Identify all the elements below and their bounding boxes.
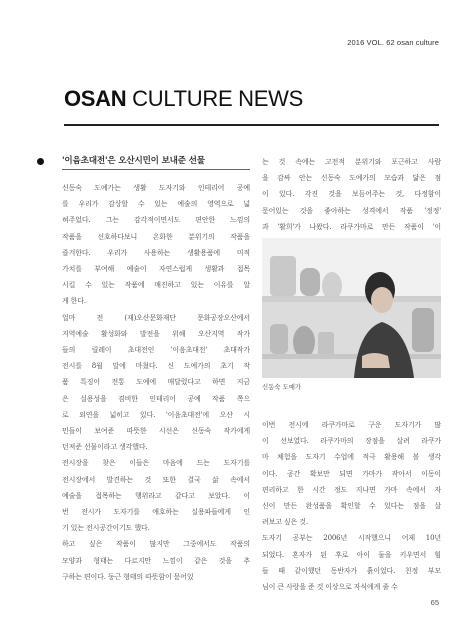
body-line: 작품을 선호하다보니 온화한 분위기의 작품을 [62,232,250,241]
body-line: 도자기 공부는 2006년 시작했으니 어제 10년 [262,534,441,543]
body-line: 번 전시가 도자기를 애호하는 실용파들에게 인 [62,508,250,517]
body-line: 기 있는 전시공간이기도 했다. [62,524,150,533]
body-line: 즐겨한다. 우리가 사용하는 생활용품에 미적 [62,248,250,257]
body-line: 묻어있는 것을 좋아하는 성격에서 작품 '정정' [262,206,441,215]
body-line: 민들이 보여준 따뜻한 시선은 신동숙 작가에게 [62,427,250,436]
body-line: 지역예술 활성화와 발전을 위해 오산지역 작가 [62,329,250,338]
body-line: 가치를 부여해 예술이 자연스럽게 생활과 접목 [62,265,250,274]
article-right-column-bottom [262,417,441,595]
body-line: 이다. 공간 확보만 되면 가마가 작아서 이동이 [262,469,441,478]
body-line: 과 '활희'가 나왔다. 라쿠가마로 만든 작품이 '이 [262,222,441,231]
body-line: 전시를 8월 말에 마쳤다. 신 도예가의 초기 작 [62,362,250,371]
body-line: 전시장에서 발견하는 것 또한 결국 삶 속에서 [62,475,250,484]
body-line: 들 때 같이했던 동반자가 흙이었다. 친정 부모 [262,566,441,575]
body-line: 편리하고 한 시간 정도 지나면 가마 속에서 자 [262,485,441,494]
artist-photo [262,238,441,378]
body-line: 님이 큰 사랑을 준 것 이상으로 자식에게 줄 수 [262,583,398,592]
body-line: 신동숙 도예가는 생활 도자기와 인테리어 공예 [62,184,250,192]
body-line: 로 외연을 넓히고 있다. '이음초대전'에 오산 시 [62,410,250,419]
body-line: 시킬 수 있는 작품에 매진하고 있는 이유를 알 [62,281,250,290]
body-line: 려보고 싶은 것. [262,518,308,527]
headline-underline [62,169,250,170]
section-title [64,88,303,110]
body-line: 은 실용성을 겸비한 인테리어 공예 작품 쪽으 [62,394,250,403]
section-title-light: CULTURE NEWS [126,86,303,111]
title-rule [64,124,439,126]
body-line: 되었다. 혼자가 된 후로 아이 둘을 키우면서 힘 [262,550,441,559]
body-line: 혀주었다. 그는 감각적이면서도 편안한 느낌의 [62,216,250,225]
body-line: 들의 릴레이 초대전인 '이음초대전' 초대작가 [62,346,250,355]
body-line: 이번 전시에 라쿠가마로 구운 도자기가 많 [262,421,441,429]
body-line: 품 특징이 전통 도예에 매달렸다고 하면 지금 [62,378,250,387]
body-line: 신이 만든 완성품을 확인할 수 있다는 점을 살 [262,502,441,511]
page-number: 65 [430,598,439,607]
body-line: 구하는 편이다. 둥근 형태의 따뜻함이 묻어있 [62,572,194,581]
article-left-column [62,180,250,585]
bullet-icon [37,158,44,165]
body-line: 얼마 전 (재)오산문화재단 문화공장오산에서 [62,313,250,322]
photo-caption: 신동숙 도예가 [262,383,302,391]
article-headline: '이음초대전'은 오산시민이 보내준 선물 [62,156,205,166]
body-line: 던져준 선물이라고 생각했다. [62,443,148,452]
body-line: 모양과 형태는 다르지만 느낌이 같은 것을 추 [62,556,250,565]
body-line: 이 있다. 각진 것을 보듬어주는 것, 다정함이 [262,190,441,199]
body-line: 마 체험을 도자기 수업에 적극 활용해 볼 생각 [262,453,441,462]
section-title-bold: OSAN [64,86,127,111]
issue-label: 2016 VOL. 62 osan culture [347,38,439,47]
body-line: 를 우리가 감상할 수 있는 예술의 영역으로 넓 [62,200,250,209]
body-line: 이 선보였다. 라쿠가마의 장점을 살려 라쿠가 [262,437,441,446]
body-line: 예술을 접목하는 행위라고 같다고 보았다. 이 [62,491,250,500]
body-line: 게 한다. [62,297,86,306]
body-line: 는 것 속에는 고전적 분위기와 포근하고 사람 [262,158,441,166]
artist-photo-illustration [262,238,441,378]
body-line: 을 감싸 안는 신동숙 도예가의 모습과 닮은 점 [262,174,441,183]
body-line: 하고 싶은 작품이 많지만 그중에서도 작품의 [62,540,250,549]
body-line: 전시장을 찾은 이들은 마음에 드는 도자기를 [62,459,250,468]
